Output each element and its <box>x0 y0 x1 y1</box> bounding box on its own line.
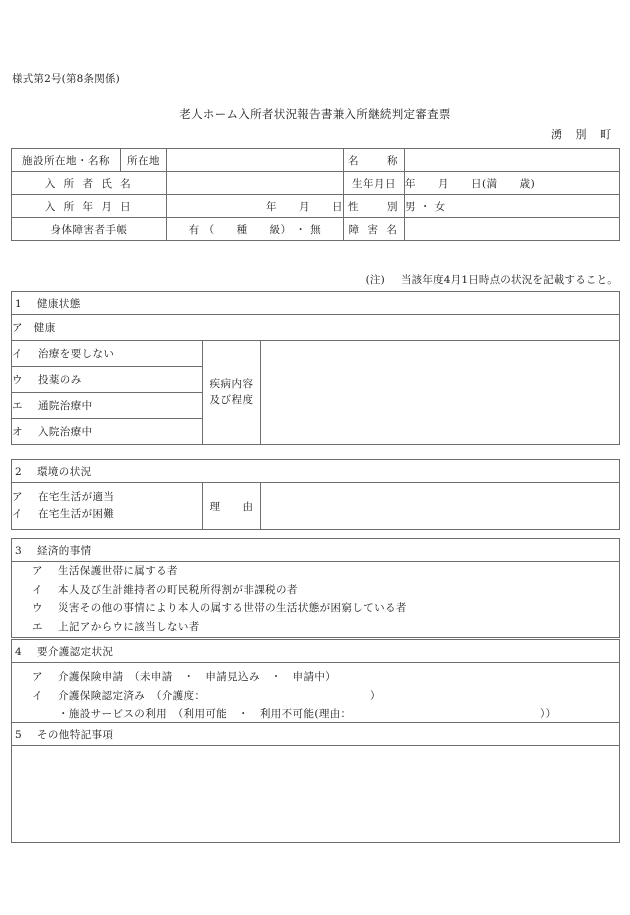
facility-location-name-label: 施設所在地・名称 <box>12 149 121 172</box>
note-label: (注) <box>365 274 385 286</box>
option-medication-only[interactable] <box>12 367 203 393</box>
gender-value[interactable]: 男 ・ 女 <box>405 195 620 218</box>
table-row <box>12 663 620 730</box>
option-mark: ウ <box>12 374 23 386</box>
option-label: 入院治療中 <box>38 426 93 438</box>
option-mark: エ <box>12 400 23 412</box>
section-economic-circumstances <box>11 538 620 638</box>
option-mark: エ <box>32 621 43 634</box>
section-4-title: 要介護認定状況 <box>37 645 114 658</box>
section-other-remarks <box>11 722 620 843</box>
option-label: 在宅生活が適当 <box>38 491 115 503</box>
section-3-header <box>12 539 620 562</box>
table-row <box>12 723 620 746</box>
section-4-header <box>12 640 620 663</box>
section-2-title: 環境の状況 <box>37 465 92 478</box>
issuing-town: 湧 別 町 <box>551 128 616 141</box>
option-mark: イ <box>32 583 43 596</box>
disability-certificate-label: 身体障害者手帳 <box>12 218 167 241</box>
facility-name-label: 名 称 <box>344 149 405 172</box>
disease-detail-label <box>203 341 261 445</box>
section-care-certification-status <box>11 639 620 730</box>
table-row <box>12 341 620 367</box>
option-insurance-application[interactable] <box>12 668 619 687</box>
table-row <box>12 640 620 663</box>
option-label: 介護保険認定済み （介護度： <box>58 689 206 702</box>
section-2-header <box>12 460 620 483</box>
gender-label: 性 別 <box>344 195 405 218</box>
option-mark: イ <box>12 508 23 520</box>
option-label: 投薬のみ <box>38 374 82 386</box>
birthdate-label: 生年月日 <box>344 172 405 195</box>
page-title: 老人ホーム入所者状況報告書兼入所継続判定審査票 <box>179 107 451 121</box>
option-mark: ア <box>32 671 43 683</box>
option-health-good[interactable]: ア 健康 <box>12 315 620 341</box>
table-row <box>12 539 620 562</box>
disability-certificate-value[interactable]: 有 （ 種 級） ・ 無 <box>167 218 344 241</box>
table-row <box>12 460 620 483</box>
option-inpatient[interactable] <box>12 419 203 445</box>
option-no-treatment[interactable] <box>12 341 203 367</box>
reason-value[interactable] <box>261 483 620 530</box>
section-4-number: 4 <box>15 645 23 658</box>
section-environment-status <box>11 459 620 530</box>
disease-detail-value[interactable] <box>261 341 620 445</box>
other-remarks-value[interactable] <box>12 746 620 843</box>
section-5-number: 5 <box>15 728 23 741</box>
option-label: 上記アからウに該当しない者 <box>58 621 200 634</box>
disability-name-value[interactable] <box>405 218 620 241</box>
table-row <box>12 218 620 241</box>
option-label: 本人及び生計維持者の町民税所得割が非課税の者 <box>58 583 298 596</box>
option-label: 介護保険申請 （未申請 ・ 申請見込み ・ 申請中） <box>58 671 337 683</box>
paren-close-reason: ）） <box>540 708 557 721</box>
option-mark: ウ <box>32 602 43 615</box>
facility-address-sublabel: 所在地 <box>121 149 167 172</box>
option-mark: イ <box>32 689 43 702</box>
section-1-header <box>12 292 620 315</box>
table-row <box>12 483 620 530</box>
option-tax-exempt[interactable] <box>12 581 619 600</box>
birthdate-value[interactable]: 年 月 日(満 歳) <box>405 172 620 195</box>
option-welfare-household[interactable] <box>12 562 619 581</box>
option-home-life-suitable[interactable] <box>12 489 202 506</box>
option-label: 在宅生活が困難 <box>38 508 115 520</box>
section-2-number: 2 <box>15 465 23 478</box>
section-health-status <box>11 291 620 445</box>
option-mark: ア <box>12 491 23 503</box>
option-insurance-certified[interactable] <box>12 687 619 706</box>
disease-detail-label-line2: 及び程度 <box>209 393 254 406</box>
table-row <box>12 195 620 218</box>
option-label: ・施設サービスの利用 （利用可能 ・ 利用不可能(理由： <box>58 708 352 721</box>
option-label: 災害その他の事情により本人の属する世帯の生活状態が困窮している者 <box>58 602 407 615</box>
table-row <box>12 746 620 843</box>
note-text: 当該年度4月1日時点の状況を記載すること。 <box>400 274 618 286</box>
option-home-life-difficult[interactable] <box>12 506 202 523</box>
table-row <box>12 292 620 315</box>
form-code: 様式第2号(第8条関係) <box>12 73 120 85</box>
table-row <box>12 562 620 638</box>
table-row <box>12 149 620 172</box>
section-5-header <box>12 723 620 746</box>
paren-close-care-level: ） <box>370 689 381 702</box>
option-label: 通院治療中 <box>38 400 93 412</box>
resident-name-value[interactable] <box>167 172 344 195</box>
note-line <box>366 272 618 287</box>
care-options-list <box>12 663 620 730</box>
option-outpatient[interactable] <box>12 393 203 419</box>
option-none-of-above[interactable] <box>12 618 619 637</box>
table-row <box>12 172 620 195</box>
admission-date-value[interactable]: 年 月 日 <box>167 195 344 218</box>
section-5-title: その他特記事項 <box>37 728 114 741</box>
economic-options-list <box>12 562 620 638</box>
applicant-info-table <box>11 148 620 241</box>
facility-name-value[interactable] <box>405 149 620 172</box>
option-label: 治療を要しない <box>38 348 115 360</box>
option-mark: ア <box>32 565 43 577</box>
option-mark: イ <box>12 348 23 360</box>
option-label: 生活保護世帯に属する者 <box>58 565 178 577</box>
reason-label: 理 由 <box>203 483 261 530</box>
admission-date-label: 入 所 年 月 日 <box>12 195 167 218</box>
disability-name-label: 障 害 名 <box>344 218 405 241</box>
section-3-number: 3 <box>15 544 23 557</box>
table-row <box>12 315 620 341</box>
disease-detail-label-line1: 疾病内容 <box>209 378 254 391</box>
facility-address-value[interactable] <box>167 149 344 172</box>
section-3-title: 経済的事情 <box>37 544 92 557</box>
section-1-title: 健康状態 <box>37 297 81 310</box>
environment-options[interactable] <box>12 483 203 530</box>
option-disaster-hardship[interactable] <box>12 599 619 618</box>
option-mark: オ <box>12 426 23 438</box>
resident-name-label: 入 所 者 氏 名 <box>12 172 167 195</box>
section-1-number: 1 <box>15 297 23 310</box>
